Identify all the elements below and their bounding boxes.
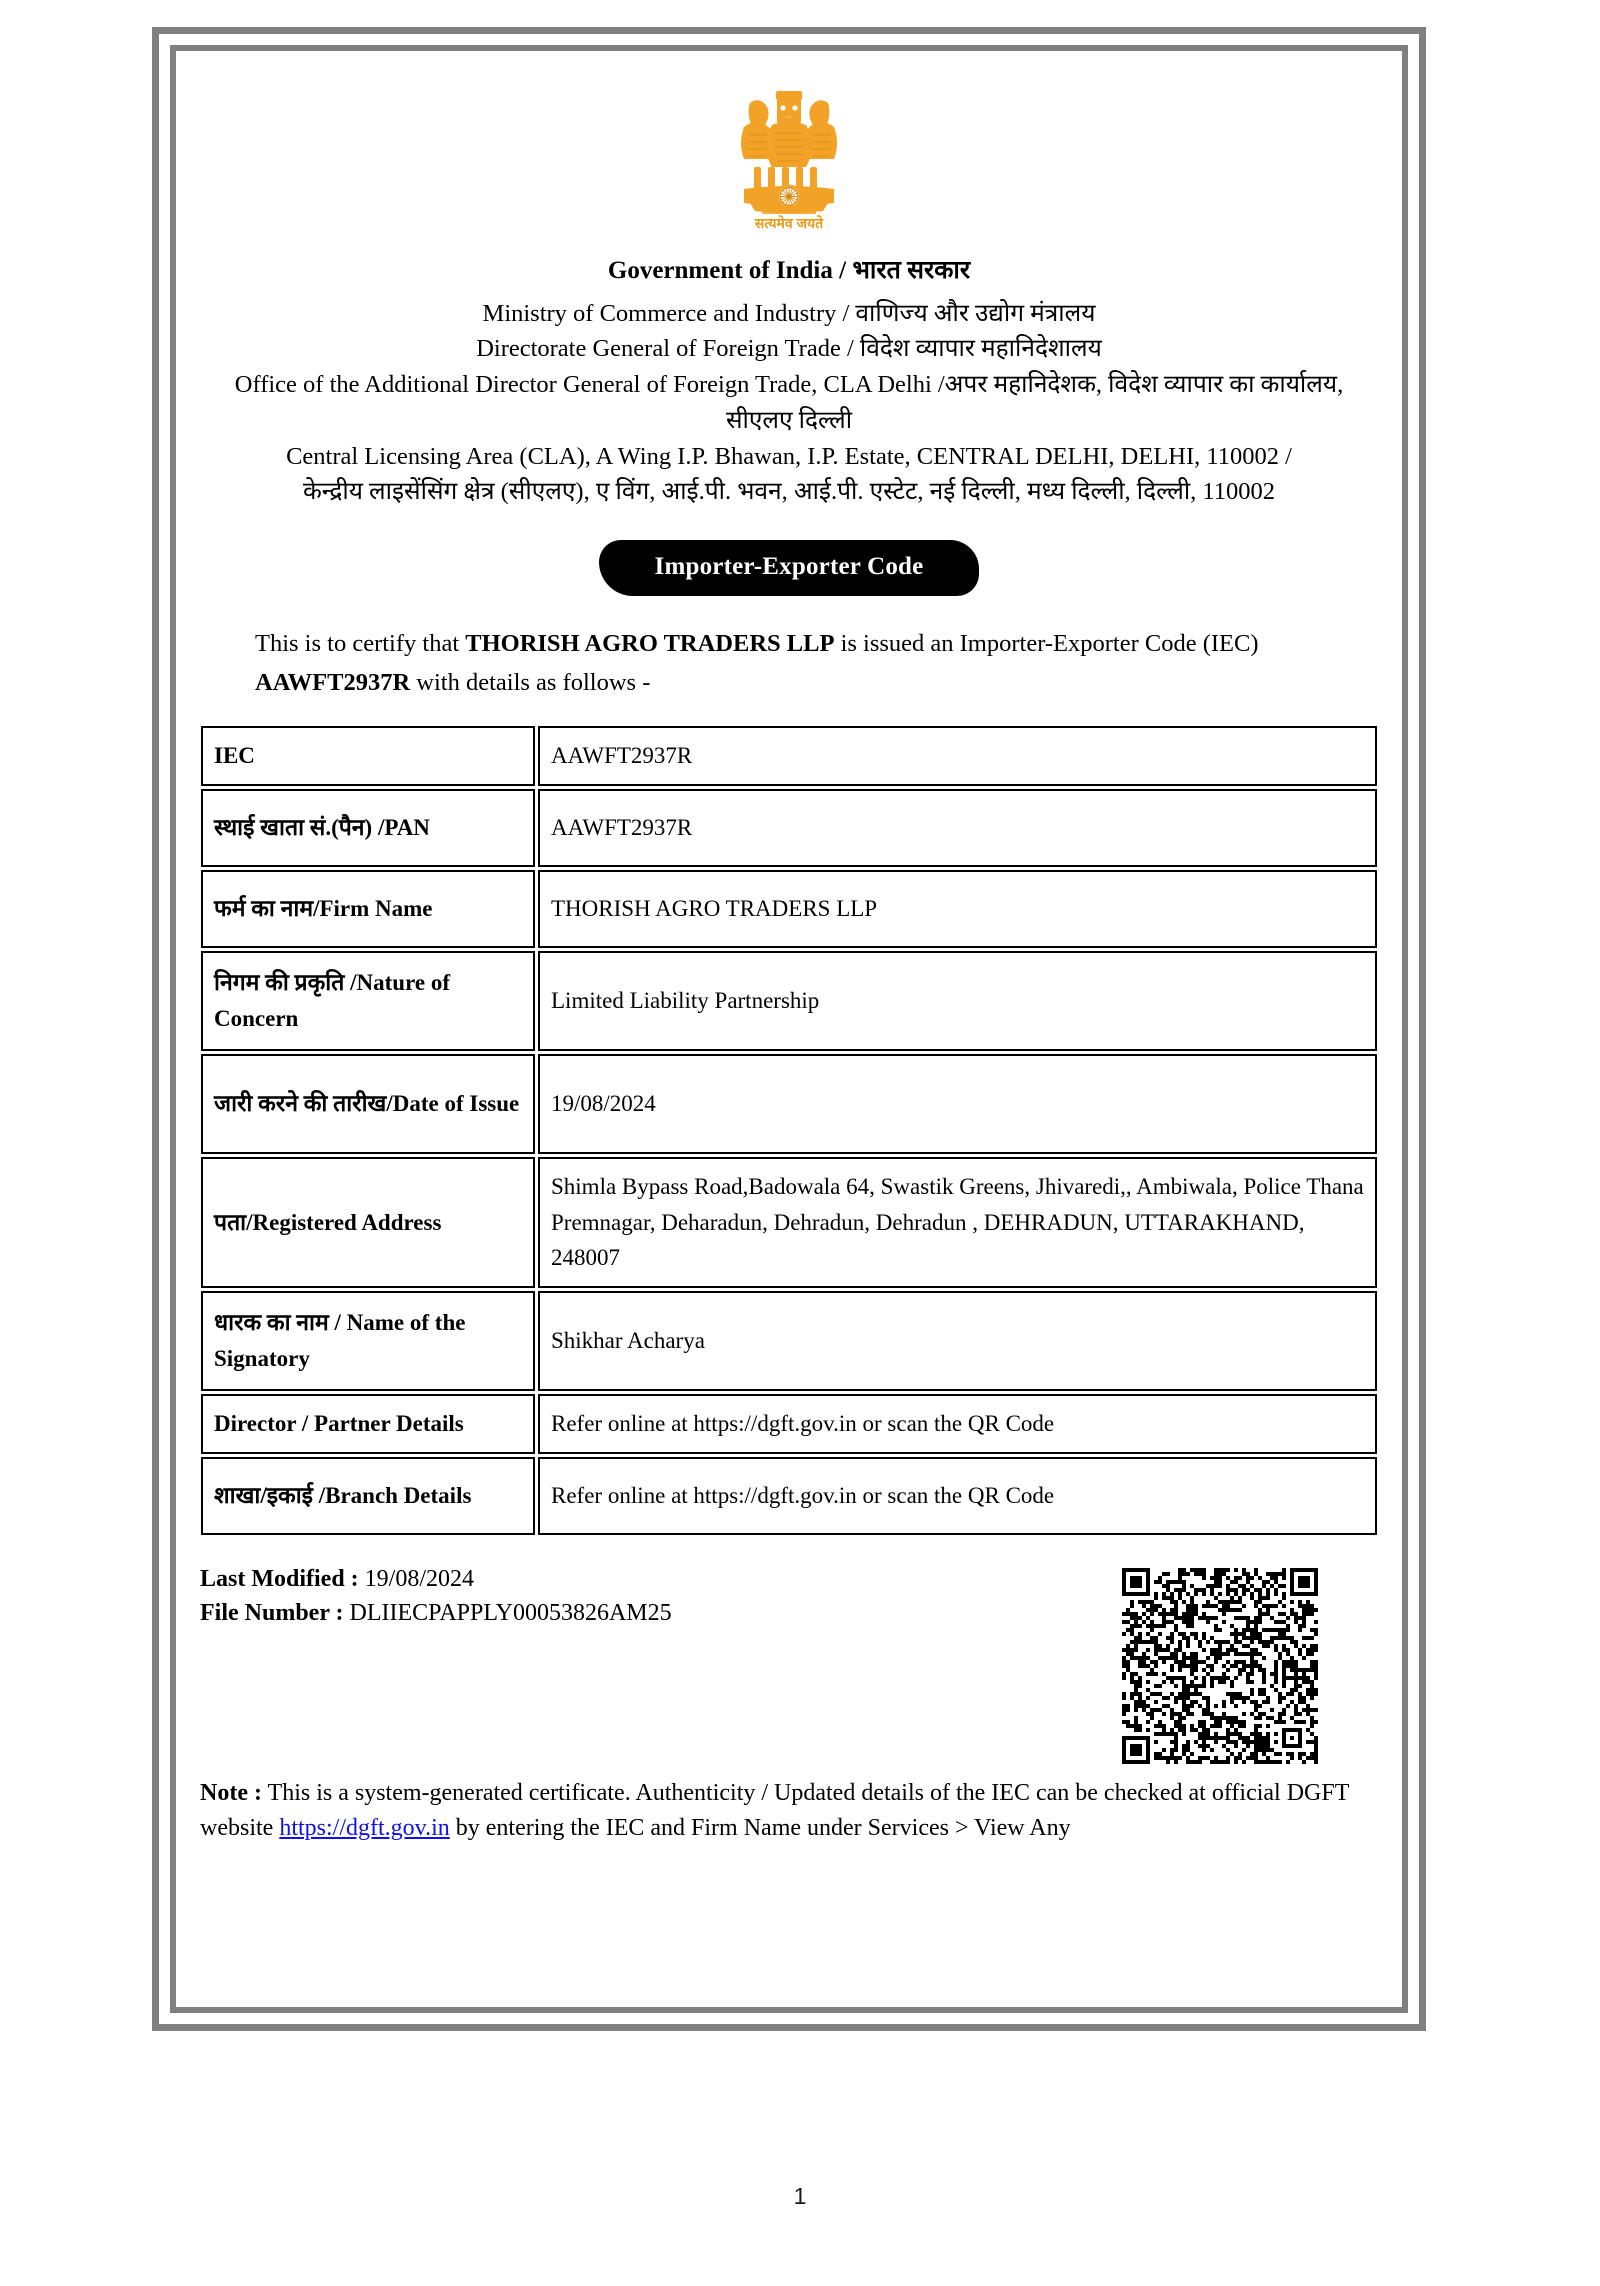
table-row (201, 1157, 1377, 1288)
file-number-value: DLIIECPAPPLY00053826AM25 (349, 1599, 672, 1626)
certify-suffix: with details as follows - (410, 669, 651, 697)
certify-prefix: This is to certify that (255, 630, 466, 658)
header-line-address-hi: केन्द्रीय लाइसेंसिंग क्षेत्र (सीएलए), ए विंग, आई.पी. भवन, आई.पी. एस्टेट, नई दिल्ली, मध्य दिल्ली, दिल्ली, 110002 (302, 478, 1276, 506)
table-cell-value: Limited Liability Partnership (538, 951, 1377, 1051)
certify-middle: is issued an Importer-Exporter Code (IEC) (834, 630, 1259, 658)
iec-details-table-body (201, 726, 1377, 1534)
header-line-directorate: Directorate General of Foreign Trade / विदेश व्यापार महानिदेशालय (476, 335, 1102, 363)
table-cell-label: जारी करने की तारीख/Date of Issue (201, 1054, 535, 1154)
table-cell-label: निगम की प्रकृति /Nature of Concern (201, 951, 535, 1051)
note-paragraph (198, 1776, 1380, 1847)
certificate-page-frame-inner (170, 45, 1408, 2013)
note-label: Note : (200, 1779, 262, 1806)
note-text-after: by entering the IEC and Firm Name under Services > View Any (449, 1814, 1071, 1841)
india-state-emblem-lion-capital-icon (714, 77, 864, 232)
emblem-motto: सत्यमेव जयते (754, 215, 824, 231)
table-row (201, 1457, 1377, 1535)
table-cell-value: Refer online at https://dgft.gov.in or scan the QR Code (538, 1394, 1377, 1454)
table-row (201, 870, 1377, 948)
table-cell-label: स्थाई खाता सं.(पैन) /PAN (201, 789, 535, 867)
table-row (201, 951, 1377, 1051)
table-cell-value: Shimla Bypass Road,Badowala 64, Swastik Greens, Jhivaredi,, Ambiwala, Police Thana Premnagar, Deharadun, Dehradun, Dehradun , DEHRADUN, UTTARAKHAND, 248007 (538, 1157, 1377, 1288)
table-cell-label: IEC (201, 726, 535, 786)
table-cell-value: AAWFT2937R (538, 789, 1377, 867)
table-cell-value: AAWFT2937R (538, 726, 1377, 786)
table-row (201, 1054, 1377, 1154)
last-modified-label: Last Modified : (200, 1565, 359, 1592)
note-text-before: This is a system-generated certificate. Authenticity / Updated details of the IEC can be checked at official DGFT website (200, 1779, 1349, 1841)
table-cell-value: Refer online at https://dgft.gov.in or scan the QR Code (538, 1457, 1377, 1535)
header-line-government: Government of India / भारत सरकार (607, 257, 971, 284)
table-row (201, 1394, 1377, 1454)
table-cell-label: शाखा/इकाई /Branch Details (201, 1457, 535, 1535)
iec-details-table (198, 723, 1380, 1537)
header-line-ministry: Ministry of Commerce and Industry / वाणिज्य और उद्योग मंत्रालय (482, 299, 1096, 327)
qr-code-icon (1122, 1568, 1318, 1764)
file-number-label: File Number : (200, 1599, 344, 1626)
table-cell-value: 19/08/2024 (538, 1054, 1377, 1154)
certify-firm-name: THORISH AGRO TRADERS LLP (465, 630, 835, 658)
footer-area (198, 1562, 1380, 1770)
table-cell-label: पता/Registered Address (201, 1157, 535, 1288)
table-cell-value: Shikhar Acharya (538, 1291, 1377, 1391)
header-line-address-en: Central Licensing Area (CLA), A Wing I.P. Bhawan, I.P. Estate, CENTRAL DELHI, DELHI, 110002 / (286, 442, 1292, 470)
table-row (201, 789, 1377, 867)
header-line-office: Office of the Additional Director General of Foreign Trade, CLA Delhi /अपर महानिदेशक, विदेश व्यापार का कार्यालय, सीएलए दिल्ली (234, 371, 1344, 434)
table-cell-label: फर्म का नाम/Firm Name (201, 870, 535, 948)
dgft-website-link[interactable]: https://dgft.gov.in (279, 1814, 450, 1841)
table-row (201, 726, 1377, 786)
emblem-container (198, 51, 1380, 237)
certificate-content (176, 51, 1402, 2007)
badge-container (198, 540, 1380, 596)
table-cell-label: Director / Partner Details (201, 1394, 535, 1454)
certify-iec: AAWFT2937R (255, 669, 411, 697)
last-modified-value: 19/08/2024 (364, 1565, 475, 1592)
importer-exporter-code-badge: Importer-Exporter Code (599, 540, 980, 596)
page-number: 1 (793, 2183, 807, 2209)
table-cell-value: THORISH AGRO TRADERS LLP (538, 870, 1377, 948)
table-cell-label: धारक का नाम / Name of the Signatory (201, 1291, 535, 1391)
table-row (201, 1291, 1377, 1391)
certificate-page-frame (152, 27, 1426, 2031)
certify-paragraph (198, 624, 1380, 702)
